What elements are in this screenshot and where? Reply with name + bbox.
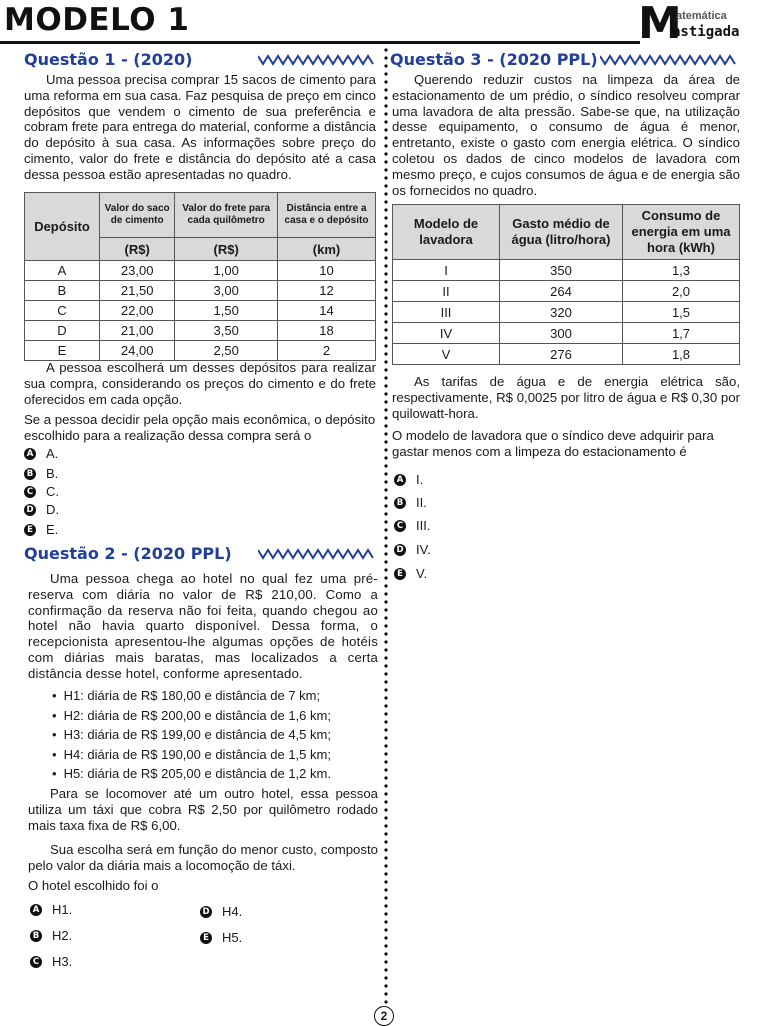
table-row bbox=[393, 302, 740, 323]
list-item: • H3: diária de R$ 199,00 e distância de 4,5 km; bbox=[52, 725, 331, 745]
header-rule bbox=[0, 41, 640, 44]
option-text: II. bbox=[416, 495, 427, 510]
q2-option-e[interactable] bbox=[200, 930, 242, 945]
q1-unit-distancia: (km) bbox=[277, 238, 375, 261]
table-cell: 1,00 bbox=[175, 261, 278, 281]
table-cell: E bbox=[25, 341, 100, 361]
table-row bbox=[25, 321, 376, 341]
q3-table bbox=[392, 204, 740, 365]
q1-option-a[interactable] bbox=[24, 446, 58, 461]
table-cell: A bbox=[25, 261, 100, 281]
q1-option-b[interactable] bbox=[24, 466, 58, 481]
table-row bbox=[25, 261, 376, 281]
q2-intro: Uma pessoa chega ao hotel no qual fez uma pré-reserva com diária no valor de R$ 210,00. Como a confirmação da reserva não foi feita, quando chegou ao hotel não havia quarto disponível. Dessa forma, o recepcionista apresentou-lhe algumas opções de hotéis com diárias mais baratas, mas localizados a certa distância desse hotel, conforme apresentado. bbox=[28, 571, 378, 681]
table-cell: D bbox=[25, 321, 100, 341]
q1-after: A pessoa escolherá um desses depósitos para realizar sua compra, considerando os preços do cimento e do frete oferecidos em cada opção. bbox=[24, 360, 376, 407]
zigzag-decoration-icon bbox=[258, 548, 376, 562]
option-text: B. bbox=[46, 466, 59, 481]
q1-title: Questão 1 - (2020) bbox=[24, 50, 193, 69]
table-cell: 264 bbox=[500, 281, 623, 302]
q2-paragraph-2: Para se locomover até um outro hotel, essa pessoa utiliza um táxi que cobra R$ 2,50 por quilômetro rodado mais taxa fixa de R$ 6,00. bbox=[28, 786, 378, 833]
option-text: H3. bbox=[52, 954, 73, 969]
logo bbox=[638, 0, 766, 49]
option-letter-d: D bbox=[200, 906, 212, 918]
table-cell: 2,50 bbox=[175, 341, 278, 361]
list-item: • H2: diária de R$ 200,00 e distância de 1,6 km; bbox=[52, 706, 331, 726]
option-letter-c: C bbox=[30, 956, 42, 968]
table-cell: V bbox=[393, 344, 500, 365]
table-cell: 10 bbox=[277, 261, 375, 281]
q1-option-d[interactable] bbox=[24, 502, 59, 517]
q3-header-energia: Consumo de energia em uma hora (kWh) bbox=[623, 205, 740, 260]
q2-question: O hotel escolhido foi o bbox=[28, 878, 159, 893]
table-cell: I bbox=[393, 260, 500, 281]
q1-table bbox=[24, 192, 376, 361]
table-cell: B bbox=[25, 281, 100, 301]
logo-line1: atemática bbox=[676, 10, 727, 22]
option-text: I. bbox=[416, 472, 424, 487]
option-letter-d: D bbox=[24, 504, 36, 516]
option-letter-a: A bbox=[394, 474, 406, 486]
q3-option-b[interactable] bbox=[394, 495, 427, 510]
logo-initial: M bbox=[638, 0, 682, 49]
q1-header-distancia: Distância entre a casa e o depósito bbox=[277, 193, 375, 238]
option-letter-b: B bbox=[24, 468, 36, 480]
option-letter-c: C bbox=[394, 520, 406, 532]
option-text: A. bbox=[46, 446, 59, 461]
option-letter-b: B bbox=[394, 497, 406, 509]
option-letter-e: E bbox=[200, 932, 212, 944]
page-title: MODELO 1 bbox=[4, 2, 190, 38]
table-cell: 14 bbox=[277, 301, 375, 321]
table-cell: 22,00 bbox=[100, 301, 175, 321]
option-letter-a: A bbox=[24, 448, 36, 460]
table-row bbox=[393, 344, 740, 365]
q3-option-d[interactable] bbox=[394, 542, 431, 557]
table-cell: 276 bbox=[500, 344, 623, 365]
list-item: • H5: diária de R$ 205,00 e distância de 1,2 km. bbox=[52, 764, 331, 784]
table-cell: 21,00 bbox=[100, 321, 175, 341]
table-cell: 1,3 bbox=[623, 260, 740, 281]
q2-option-b[interactable] bbox=[30, 928, 72, 943]
page-number: 2 bbox=[374, 1006, 394, 1026]
table-row bbox=[393, 260, 740, 281]
table-row bbox=[393, 281, 740, 302]
table-cell: III bbox=[393, 302, 500, 323]
q2-option-c[interactable] bbox=[30, 954, 72, 969]
table-cell: II bbox=[393, 281, 500, 302]
table-cell: 1,7 bbox=[623, 323, 740, 344]
table-row bbox=[25, 301, 376, 321]
option-text: C. bbox=[46, 484, 59, 499]
q1-option-c[interactable] bbox=[24, 484, 59, 499]
q1-header-deposito: Depósito bbox=[25, 193, 100, 261]
option-text: H1. bbox=[52, 902, 73, 917]
option-letter-e: E bbox=[394, 568, 406, 580]
q1-unit-saco: (R$) bbox=[100, 238, 175, 261]
option-text: H2. bbox=[52, 928, 73, 943]
option-letter-b: B bbox=[30, 930, 42, 942]
q2-option-a[interactable] bbox=[30, 902, 72, 917]
option-letter-d: D bbox=[394, 544, 406, 556]
option-letter-e: E bbox=[24, 524, 36, 536]
table-cell: 2,0 bbox=[623, 281, 740, 302]
table-cell: 300 bbox=[500, 323, 623, 344]
table-cell: 3,00 bbox=[175, 281, 278, 301]
q3-option-a[interactable] bbox=[394, 472, 423, 487]
q2-hotel-list bbox=[52, 686, 331, 784]
table-cell: 1,8 bbox=[623, 344, 740, 365]
option-letter-c: C bbox=[24, 486, 36, 498]
table-cell: 18 bbox=[277, 321, 375, 341]
table-cell: 21,50 bbox=[100, 281, 175, 301]
q2-title: Questão 2 - (2020 PPL) bbox=[24, 544, 232, 563]
table-cell: 3,50 bbox=[175, 321, 278, 341]
table-row bbox=[25, 341, 376, 361]
option-letter-a: A bbox=[30, 904, 42, 916]
q3-intro: Querendo reduzir custos na limpeza da área de estacionamento de um prédio, o síndico resolveu comprar uma lavadora de alta pressão. Sabe-se que, na utilização desse equipamento, o consumo de água é menor, entretanto, existe o gasto com energia elétrica. O síndico coletou os dados de cinco modelos de lavadora com mesmo preço, e cujos consumos de água e de energia são os fornecidos no quadro. bbox=[392, 72, 740, 198]
table-cell: 1,5 bbox=[623, 302, 740, 323]
q2-paragraph-3: Sua escolha será em função do menor custo, composto pelo valor da diária mais a locomoção de táxi. bbox=[28, 842, 378, 873]
q3-question: O modelo de lavadora que o síndico deve adquirir para gastar menos com a limpeza do estacionamento é bbox=[392, 428, 714, 459]
q1-header-frete: Valor do frete para cada quilômetro bbox=[175, 193, 278, 238]
table-row bbox=[25, 281, 376, 301]
table-cell: 24,00 bbox=[100, 341, 175, 361]
q1-question: Se a pessoa decidir pela opção mais econômica, o depósito escolhido para a realização dessa compra será o bbox=[24, 412, 376, 443]
table-cell: 12 bbox=[277, 281, 375, 301]
option-text: III. bbox=[416, 518, 431, 533]
table-cell: IV bbox=[393, 323, 500, 344]
q3-option-c[interactable] bbox=[394, 518, 430, 533]
table-row bbox=[393, 323, 740, 344]
q1-intro: Uma pessoa precisa comprar 15 sacos de cimento para uma reforma em sua casa. Faz pesquisa de preço em cinco depósitos que vendem o cimento de sua preferência e cobram frete para entrega do material, conforme a distância do depósito à sua casa. As informações sobre preço do cimento, valor do frete e distância do depósito até a casa dessa pessoa estão apresentadas no quadro. bbox=[24, 72, 376, 182]
option-text: V. bbox=[416, 566, 428, 581]
option-text: D. bbox=[46, 502, 59, 517]
q1-unit-frete: (R$) bbox=[175, 238, 278, 261]
option-text: H5. bbox=[222, 930, 243, 945]
q1-header-saco: Valor do saco de cimento bbox=[100, 193, 175, 238]
zigzag-decoration-icon bbox=[258, 54, 376, 68]
zigzag-decoration-icon bbox=[600, 54, 740, 68]
q3-title: Questão 3 - (2020 PPL) bbox=[390, 50, 598, 69]
list-item: • H1: diária de R$ 180,00 e distância de 7 km; bbox=[52, 686, 331, 706]
option-text: H4. bbox=[222, 904, 243, 919]
logo-line2: astigada bbox=[672, 24, 740, 40]
q3-after: As tarifas de água e de energia elétrica são, respectivamente, R$ 0,0025 por litro de água e R$ 0,30 por quilowatt-hora. bbox=[392, 374, 740, 421]
table-cell: 350 bbox=[500, 260, 623, 281]
table-cell: 2 bbox=[277, 341, 375, 361]
table-cell: 320 bbox=[500, 302, 623, 323]
q1-option-e[interactable] bbox=[24, 522, 58, 537]
table-cell: 1,50 bbox=[175, 301, 278, 321]
list-item: • H4: diária de R$ 190,00 e distância de 1,5 km; bbox=[52, 745, 331, 765]
option-text: E. bbox=[46, 522, 59, 537]
q3-header-modelo: Modelo de lavadora bbox=[393, 205, 500, 260]
q2-option-d[interactable] bbox=[200, 904, 242, 919]
q3-header-agua: Gasto médio de água (litro/hora) bbox=[500, 205, 623, 260]
q3-option-e[interactable] bbox=[394, 566, 427, 581]
column-divider bbox=[383, 46, 389, 1006]
table-cell: 23,00 bbox=[100, 261, 175, 281]
option-text: IV. bbox=[416, 542, 431, 557]
table-cell: C bbox=[25, 301, 100, 321]
